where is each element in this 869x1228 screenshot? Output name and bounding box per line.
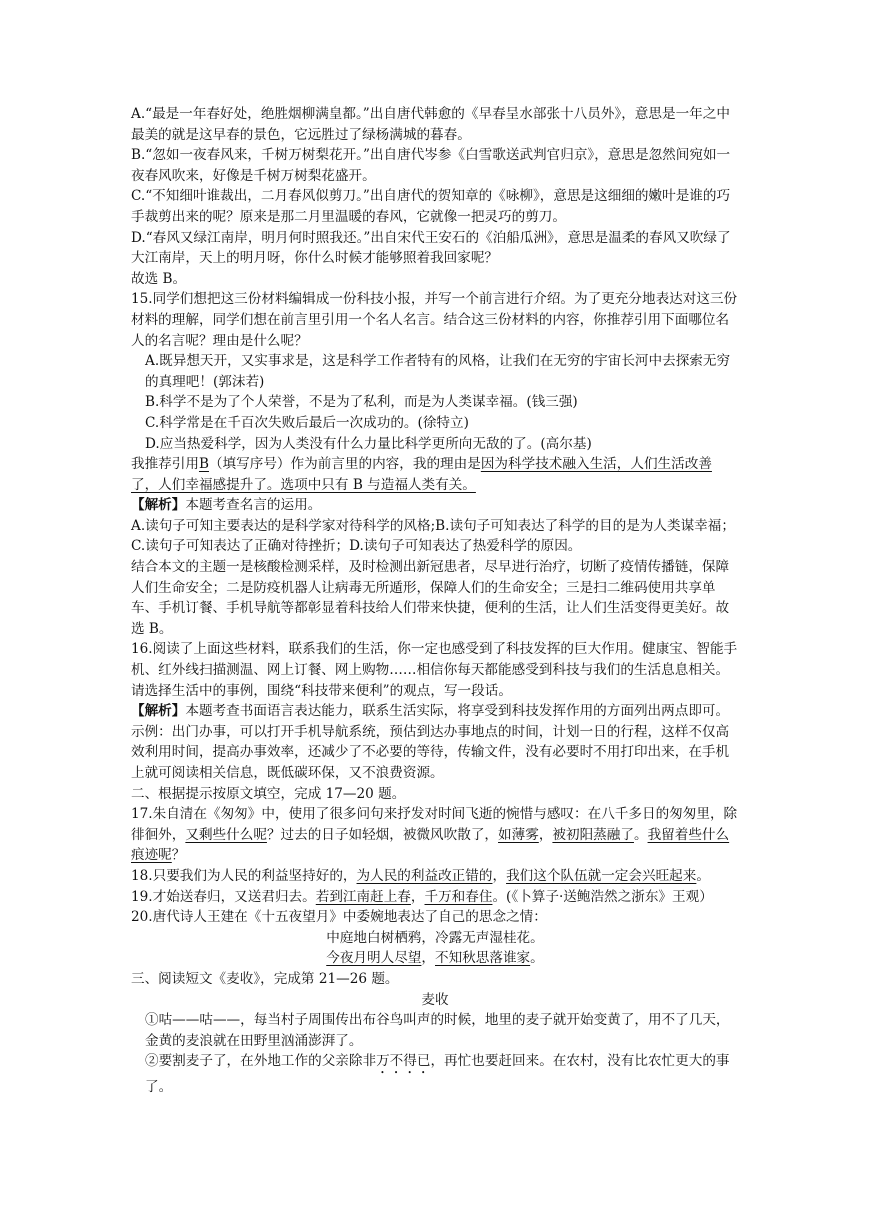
analysis-16 bbox=[131, 701, 739, 722]
q20-text: ， bbox=[421, 950, 435, 967]
para2-before: ②要割麦子了，在外地工作的父亲除非 bbox=[145, 1053, 377, 1070]
q17-answer-2: 如薄雾 bbox=[498, 826, 539, 843]
question-19 bbox=[131, 887, 739, 908]
q18-text: 18.只要我们为人民的利益坚持好的， bbox=[131, 867, 357, 884]
analysis-text: 本题考查名言的运用。 bbox=[185, 497, 322, 514]
q19-answer-2: 千万和春住 bbox=[424, 888, 493, 905]
question-15-option-d: D.应当热爱科学，因为人类没有什么力量比科学更所向无敌的了。(高尔基) bbox=[145, 435, 592, 452]
q18-text: ， bbox=[492, 867, 507, 884]
analysis-15 bbox=[131, 495, 739, 516]
q17-text: 17.朱自清在《匆匆》中，使用了很多问句来抒发对时间飞逝的惋惜与感叹：在八千多日的匆匆里，除徘徊外， bbox=[131, 806, 738, 843]
question-15-option-a: A.既异想天开，又实事求是，这是科学工作者特有的风格，让我们在无穷的宇宙长河中去探索无穷的真理吧！(郭沫若) bbox=[145, 353, 731, 390]
q19-text: ， bbox=[410, 888, 425, 905]
article-title: 麦收 bbox=[421, 991, 449, 1008]
q17-text: ？过去的日子如轻烟，被微风吹散了， bbox=[266, 826, 499, 843]
poem-line-1: 中庭地白树栖鸦，冷露无声湿桂花。 bbox=[326, 929, 544, 946]
q20-answer-1: 今夜月明人尽望 bbox=[326, 950, 422, 967]
section-3-heading: 三、阅读短文《麦收》，完成第 21—26 题。 bbox=[131, 970, 399, 987]
answer-middle: （填写序号）作为前言里的内容，我的理由是 bbox=[208, 456, 481, 473]
document-body bbox=[131, 104, 739, 1098]
option-d-explanation: D.“春风又绿江南岸，明月何时照我还。”出自宋代王安石的《泊船瓜洲》，意思是温柔的春风又吹绿了大江南岸，天上的明月呀，你什么时候才能够照着我回家呢？ bbox=[131, 229, 731, 267]
q17-text: 。 bbox=[633, 826, 648, 843]
q17-answer-3: 被初阳蒸融了 bbox=[552, 826, 634, 843]
analysis-tag: 【解析】 bbox=[131, 703, 186, 720]
q18-answer-1: 为人民的利益改正错的 bbox=[356, 867, 493, 884]
q17-answer-4: 我留着些什么痕迹呢 bbox=[131, 826, 730, 864]
q19-text: 。(《卜算子·送鲍浩然之浙东》王观） bbox=[492, 888, 713, 905]
option-c-explanation: C.“不知细叶谁裁出，二月春风似剪刀。”出自唐代的贺知章的《咏柳》，意思是这细细的嫩叶是谁的巧手裁剪出来的呢？原来是那二月里温暖的春风，它就像一把灵巧的剪刀。 bbox=[131, 188, 731, 225]
answer-conclusion: 故选 B。 bbox=[131, 270, 187, 287]
question-15: 15.同学们想把这三份材料编辑成一份科技小报，并写一个前言进行介绍。为了更充分地表达对这三份材料的理解，同学们想在前言里引用一个名人名言。结合这三份材料的内容，你推荐引用下面哪位名人的名言呢？理由是什么呢？ bbox=[131, 291, 738, 349]
question-18 bbox=[131, 866, 739, 887]
answer-reason: 因为科学技术融入生活，人们生活改善了，人们幸福感提升了。选项中只有 B 与造福人类有关。 bbox=[131, 456, 712, 493]
article-paragraph-2 bbox=[131, 1051, 739, 1098]
option-a-explanation: A.“最是一年春好处，绝胜烟柳满皇都。”出自唐代韩愈的《早春呈水部张十八员外》，意思是一年之中最美的就是这早春的景色，它远胜过了绿杨满城的暮春。 bbox=[131, 106, 730, 143]
answer-prefix: 我推荐引用 bbox=[131, 456, 199, 473]
analysis-15-theme: 结合本文的主题一是核酸检测采样，及时检测出新冠患者，尽早进行治疗，切断了疫情传播链，保障人们生命安全；二是防疫机器人让病毒无所遁形，保障人们的生命安全；三是扫二维码使用共享单车、手机订餐、手机导航等都彰显着科技给人们带来快捷，便利的生活，让人们生活变得更美好。故选 B。 bbox=[131, 559, 730, 637]
q18-text: 。 bbox=[696, 867, 710, 884]
q19-text: 19.才始送春归，又送君归去。 bbox=[131, 888, 316, 905]
q17-text: ？ bbox=[171, 847, 186, 864]
poem-line-2 bbox=[131, 948, 739, 969]
question-16: 16.阅读了上面这些材料，联系我们的生活，你一定也感受到了科技发挥的巨大作用。健康宝、智能手机、红外线扫描测温、网上订餐、网上购物……相信你每天都能感受到科技与我们的生活息息相关。请选择生活中的事例，围绕“科技带来便利”的观点，写一段话。 bbox=[131, 641, 738, 699]
q17-answer-1: 又剩些什么呢 bbox=[185, 826, 267, 843]
analysis-text: 本题考查书面语言表达能力，联系生活实际，将享受到科技发挥作用的方面列出两点即可。 bbox=[185, 703, 730, 720]
q18-answer-2: 我们这个队伍就一定会兴旺起来 bbox=[506, 867, 697, 884]
para2-after: ，再忙也要赶回来。在农村，没有比农忙更大的事了。 bbox=[145, 1053, 730, 1096]
question-15-answer bbox=[131, 454, 739, 495]
question-15-option-b: B.科学不是为了个人荣誉，不是为了私利，而是为人类谋幸福。(钱三强) bbox=[145, 394, 578, 411]
question-15-option-c: C.科学常是在千百次失败后最后一次成功的。(徐特立) bbox=[145, 414, 469, 431]
article-paragraph-1: ①咕——咕——，每当村子周围传出布谷鸟叫声的时候，地里的麦子就开始变黄了，用不了几天，金黄的麦浪就在田野里汹涌澎湃了。 bbox=[145, 1012, 730, 1049]
analysis-15-detail: A.读句子可知主要表达的是科学家对待科学的风格;B.读句子可知表达了科学的目的是为人类谋幸福；C.读句子可知表达了正确对待挫折；D.读句子可知表达了热爱科学的原因。 bbox=[131, 517, 735, 555]
example-16: 示例：出门办事，可以打开手机导航系统，预估到达办事地点的时间，计划一日的行程，这样不仅高效利用时间，提高办事效率，还减少了不必要的等待，传输文件，没有必要时不用打印出来，在手机上就可阅读相关信息，既低碳环保，又不浪费资源。 bbox=[131, 723, 730, 781]
q20-text: 。 bbox=[530, 950, 544, 967]
answer-blank: B bbox=[198, 456, 209, 473]
question-17 bbox=[131, 804, 739, 866]
q17-text: ， bbox=[538, 826, 553, 843]
option-b-explanation: B.“忽如一夜春风来，千树万树梨花开。”出自唐代岑参《白雪歌送武判官归京》，意思是忽然间宛如一夜春风吹来，好像是千树万树梨花盛开。 bbox=[131, 147, 731, 184]
section-2-heading: 二、根据提示按原文填空，完成 17—20 题。 bbox=[131, 785, 406, 802]
q20-answer-2: 不知秋思落谁家 bbox=[435, 950, 531, 967]
question-20: 20.唐代诗人王建在《十五夜望月》中委婉地表达了自己的思念之情： bbox=[131, 909, 547, 926]
analysis-tag: 【解析】 bbox=[131, 497, 186, 514]
q19-answer-1: 若到江南赶上春 bbox=[315, 888, 411, 905]
para2-dotted-phrase: 万不得已 bbox=[376, 1053, 431, 1070]
